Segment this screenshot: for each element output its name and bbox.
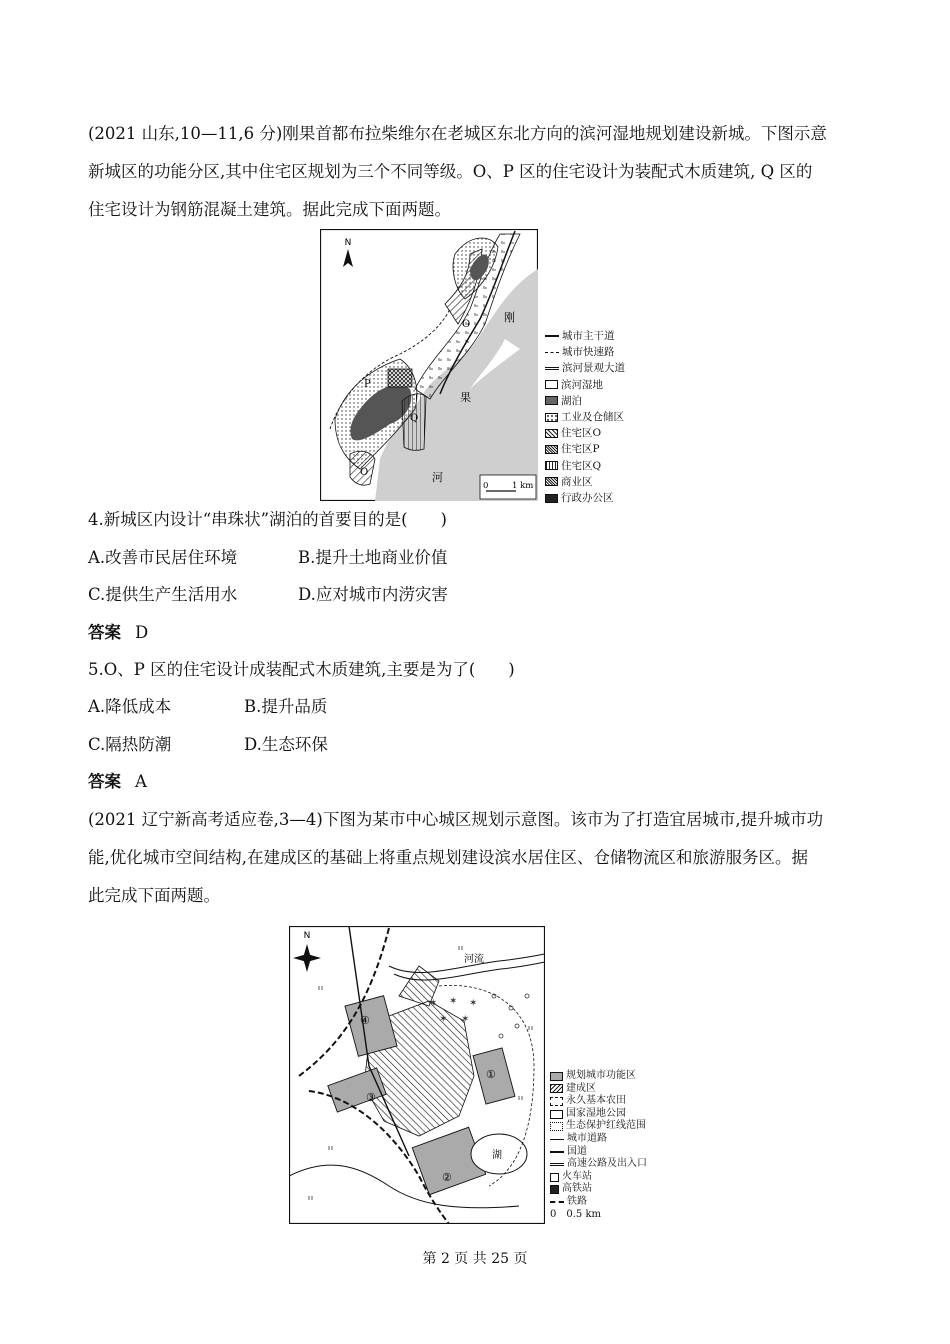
- q4-option-b: B.提升土地商业价值: [298, 548, 448, 567]
- q5-answer: [88, 772, 147, 792]
- legend1-item: 行政办公区: [561, 492, 614, 505]
- city-planning-map: [289, 926, 545, 1224]
- intro1-line-1: (2021 山东,10—11,6 分)刚果首都布拉柴维尔在老城区东北方向的滨河湿地规划建设新城。下图示意: [88, 124, 827, 143]
- legend1-item: 滨河湿地: [561, 378, 603, 391]
- legend1-item: 城市主干道: [562, 330, 615, 342]
- intro1-line-3: 住宅设计为钢筋混凝土建筑。据此完成下面两题。: [88, 200, 451, 219]
- legend2-item: 火车站: [562, 1170, 592, 1182]
- legend1-item: 城市快速路: [562, 346, 615, 359]
- map2-zone-2: ②: [442, 1171, 452, 1184]
- svg-text:✶: ✶: [439, 1014, 448, 1025]
- map1-label-he: 河: [432, 471, 443, 484]
- svg-text:✶: ✶: [449, 996, 458, 1007]
- q4-stem: 4.新城区内设计“串珠状”湖泊的首要目的是( ): [88, 510, 447, 529]
- map1-north-label: N: [344, 238, 352, 248]
- legend2-item: 生态保护红线范围: [566, 1120, 646, 1132]
- legend2-item: 高速公路及出入口: [567, 1158, 647, 1170]
- svg-text:✶: ✶: [429, 998, 438, 1009]
- map1-label-o-south: O: [360, 467, 369, 478]
- q5-answer-label: 答案: [88, 772, 121, 791]
- legend2-item: 高铁站: [562, 1183, 592, 1195]
- legend2-scale: 0 0.5 km: [550, 1208, 601, 1220]
- intro2-line-2: 能,优化城市空间结构,在建成区的基础上将重点规划建设滨水居住区、仓储物流区和旅游服务区。据: [88, 848, 808, 867]
- legend1-item: 住宅区P: [561, 443, 600, 456]
- page-footer: 第 2 页 共 25 页: [422, 1251, 528, 1267]
- q5-option-b: B.提升品质: [244, 697, 328, 716]
- legend1-item: 滨河景观大道: [562, 362, 625, 375]
- legend2-item: 规划城市功能区: [566, 1070, 636, 1081]
- map2-zone-3: ③: [366, 1091, 376, 1104]
- map1-label-p: P: [364, 379, 371, 390]
- q5-stem: 5.O、P 区的住宅设计成装配式木质建筑,主要是为了( ): [88, 660, 515, 679]
- legend1-item: 住宅区Q: [561, 459, 602, 472]
- q4-option-c: C.提供生产生活用水: [88, 585, 238, 604]
- map2-label-lake: 湖: [492, 1150, 502, 1161]
- q5-option-c: C.隔热防潮: [88, 735, 172, 754]
- map1-scale-km: 1 km: [512, 481, 534, 491]
- map1-label-o-north: O: [462, 319, 471, 330]
- map1-label-q: Q: [410, 413, 419, 424]
- q5-option-d: D.生态环保: [244, 735, 328, 754]
- legend2-item: 国道: [567, 1145, 587, 1157]
- intro1-line-2: 新城区的功能分区,其中住宅区规划为三个不同等级。O、P 区的住宅设计为装配式木质建筑, Q 区的: [88, 162, 813, 181]
- map1-legend: [545, 328, 625, 506]
- intro2-line-1: (2021 辽宁新高考适应卷,3—4)下图为某市中心城区规划示意图。该市为了打造宜居城市,提升城市功: [88, 810, 824, 829]
- q4-answer-value: D: [135, 623, 149, 642]
- legend2-item: 建成区: [566, 1082, 596, 1094]
- legend2-item: 铁路: [567, 1195, 587, 1207]
- intro2-line-3: 此完成下面两题。: [88, 886, 220, 905]
- map1-label-guo: 果: [460, 391, 471, 404]
- legend2-item: 城市道路: [567, 1132, 607, 1144]
- legend1-item: 工业及仓储区: [561, 411, 624, 424]
- map2-north-label: N: [303, 931, 311, 941]
- map1-scale-zero: 0: [483, 481, 489, 491]
- q4-answer-label: 答案: [88, 623, 121, 642]
- q4-option-d: D.应对城市内涝灾害: [298, 585, 448, 604]
- legend1-item: 住宅区O: [561, 427, 602, 440]
- q4-answer: [88, 623, 148, 643]
- q4-option-a: A.改善市民居住环境: [88, 548, 238, 567]
- legend2-item: 永久基本农田: [566, 1095, 626, 1107]
- q5-answer-value: A: [135, 772, 147, 791]
- new-city-zoning-map: [320, 229, 538, 501]
- q5-option-a: A.降低成本: [88, 697, 172, 716]
- svg-text:✶: ✶: [461, 1014, 470, 1025]
- legend1-item: 湖泊: [561, 394, 582, 407]
- map2-zone-1: ①: [486, 1068, 496, 1081]
- svg-text:✶: ✶: [469, 998, 478, 1009]
- map2-zone-4: ④: [360, 1014, 370, 1027]
- legend1-item: 商业区: [561, 475, 593, 488]
- legend2-item: 国家湿地公园: [566, 1107, 626, 1119]
- map1-label-gang: 刚: [504, 311, 515, 324]
- map2-label-river: 河流: [464, 954, 484, 965]
- map2-legend: [550, 1070, 647, 1221]
